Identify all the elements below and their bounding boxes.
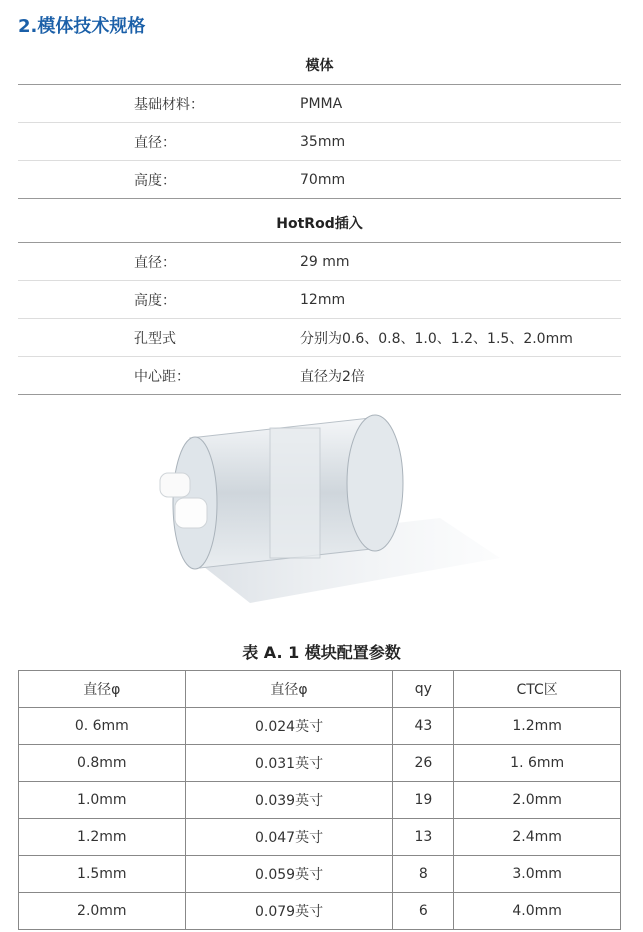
- table-cell: 6: [393, 893, 454, 930]
- table-row: [19, 782, 621, 819]
- spec-row: [18, 123, 621, 161]
- spec-key: 基础材料：: [18, 85, 299, 123]
- table-row: [19, 708, 621, 745]
- spec-value: 分别为0.6、0.8、1.0、1.2、1.5、2.0mm: [299, 319, 621, 357]
- table-cell: 0.031英寸: [185, 745, 393, 782]
- spec-value: 29 mm: [299, 243, 621, 281]
- spec-row: [18, 161, 621, 199]
- table-cell: 1.5mm: [19, 856, 186, 893]
- table-cell: 0.039英寸: [185, 782, 393, 819]
- spec-value: PMMA: [299, 85, 621, 123]
- spec-row: [18, 85, 621, 123]
- table-header-row: [19, 671, 621, 708]
- spec-value: 35mm: [299, 123, 621, 161]
- table-cell: 1.0mm: [19, 782, 186, 819]
- table-cell: 4.0mm: [454, 893, 621, 930]
- table-cell: 0.059英寸: [185, 856, 393, 893]
- table-row: [19, 819, 621, 856]
- spec-value: 直径为2倍: [299, 357, 621, 395]
- spec-key: 直径：: [18, 123, 299, 161]
- table-cell: 1. 6mm: [454, 745, 621, 782]
- column-header: 直径φ: [19, 671, 186, 708]
- table-cell: 2.0mm: [454, 782, 621, 819]
- section-heading: 2.模体技术规格: [18, 16, 146, 37]
- spec-row: [18, 319, 621, 357]
- phantom-product-image: [140, 398, 520, 618]
- hotrod-title: HotRod插入: [18, 204, 621, 243]
- table-row: [19, 893, 621, 930]
- phantom-title: 模体: [18, 46, 621, 85]
- column-header: 直径φ: [185, 671, 393, 708]
- spec-value: 70mm: [299, 161, 621, 199]
- table-cell: 13: [393, 819, 454, 856]
- column-header: CTC区: [454, 671, 621, 708]
- table-cell: 0. 6mm: [19, 708, 186, 745]
- spec-key: 高度：: [18, 161, 299, 199]
- table-cell: 1.2mm: [19, 819, 186, 856]
- table-cell: 26: [393, 745, 454, 782]
- spec-row: [18, 243, 621, 281]
- table-caption: 表 A. 1 模块配置参数: [242, 643, 401, 662]
- table-cell: 2.0mm: [19, 893, 186, 930]
- table-cell: 0.047英寸: [185, 819, 393, 856]
- table-cell: 2.4mm: [454, 819, 621, 856]
- phantom-spec-table: [18, 46, 621, 199]
- table-row: [19, 856, 621, 893]
- spec-value: 12mm: [299, 281, 621, 319]
- spec-key: 直径：: [18, 243, 299, 281]
- table-cell: 0.079英寸: [185, 893, 393, 930]
- spec-key: 孔型式: [18, 319, 299, 357]
- module-config-table: [18, 670, 621, 930]
- spec-key: 高度：: [18, 281, 299, 319]
- spec-key: 中心距：: [18, 357, 299, 395]
- table-cell: 19: [393, 782, 454, 819]
- column-header: qy: [393, 671, 454, 708]
- table-cell: 8: [393, 856, 454, 893]
- table-cell: 43: [393, 708, 454, 745]
- table-cell: 0.024英寸: [185, 708, 393, 745]
- spec-row: [18, 357, 621, 395]
- table-cell: 1.2mm: [454, 708, 621, 745]
- hotrod-spec-table: [18, 204, 621, 395]
- table-row: [19, 745, 621, 782]
- table-cell: 0.8mm: [19, 745, 186, 782]
- table-cell: 3.0mm: [454, 856, 621, 893]
- spec-row: [18, 281, 621, 319]
